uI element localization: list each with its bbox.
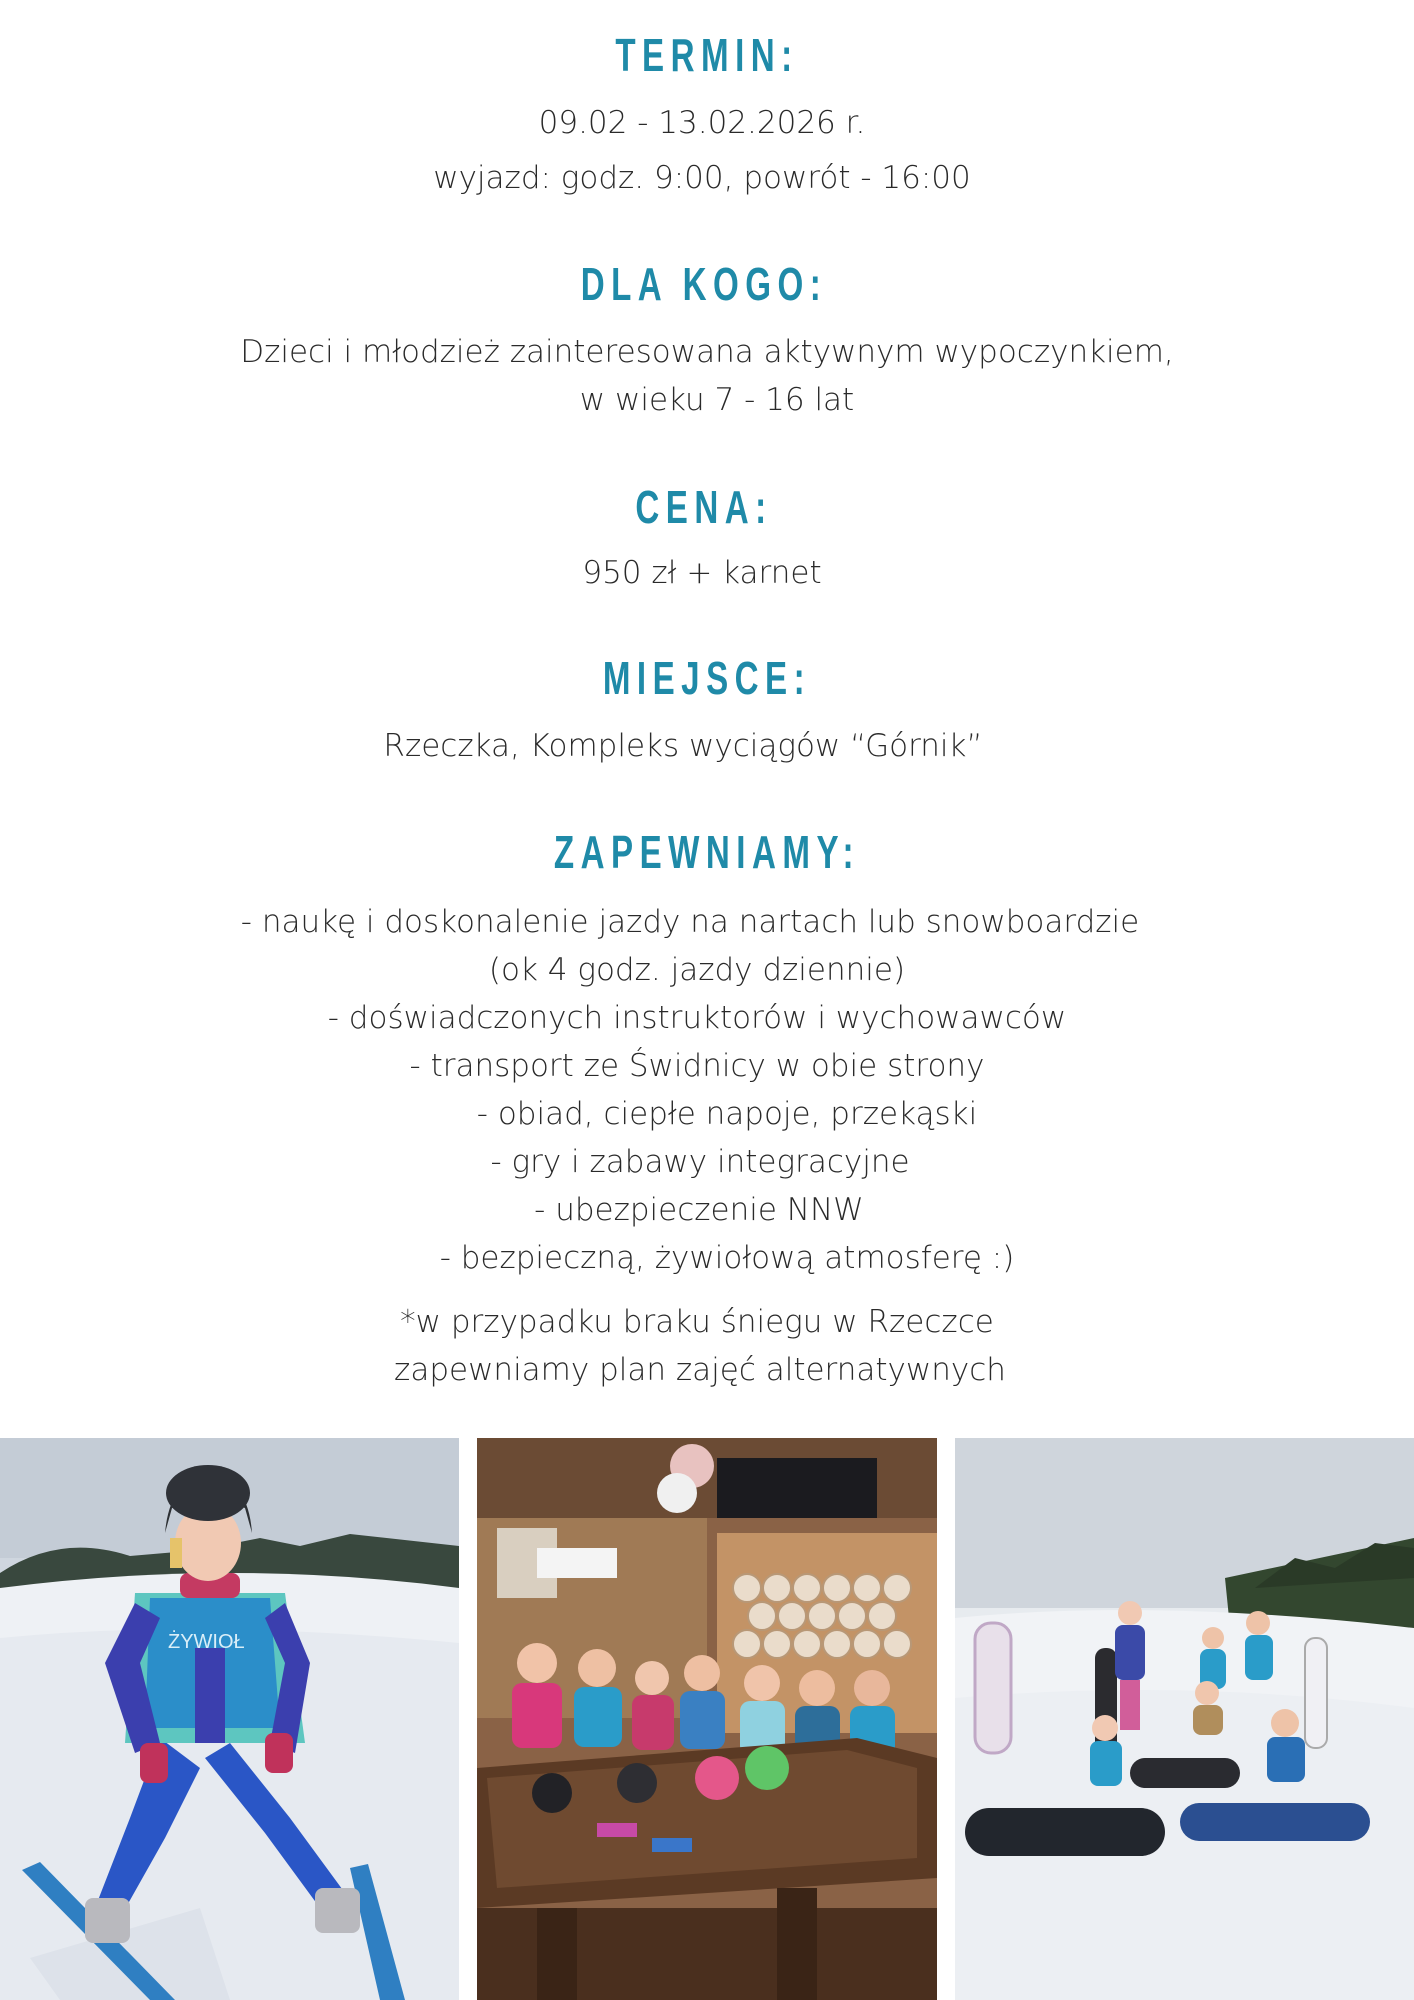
photo-strip (0, 1438, 1414, 2000)
heading-zapewniamy: ZAPEWNIAMY: (553, 826, 861, 878)
zapewniamy-item-7: - bezpieczną, żywiołową atmosferę :) (439, 1240, 1015, 1276)
note-line-2: zapewniamy plan zajęć alternatywnych (394, 1352, 1006, 1388)
photo-child-skier (0, 1438, 459, 2000)
dla-kogo-line-1: Dzieci i młodzież zainteresowana aktywnym wypoczynkiem, (240, 334, 1174, 370)
cena-value: 950 zł + karnet (582, 555, 822, 591)
photo-snowboarders (955, 1438, 1414, 2000)
note-line-1: *w przypadku braku śniegu w Rzeczce (400, 1304, 994, 1340)
dla-kogo-line-2: w wieku 7 - 16 lat (579, 382, 855, 418)
termin-times: wyjazd: godz. 9:00, powrót - 16:00 (433, 160, 971, 196)
zapewniamy-item-5: - gry i zabawy integracyjne (490, 1144, 910, 1180)
miejsce-value: Rzeczka, Kompleks wyciągów “Górnik” (383, 728, 983, 764)
heading-miejsce: MIEJSCE: (602, 652, 812, 704)
heading-dla-kogo: DLA KOGO: (580, 258, 828, 310)
skier-bib-text: ŻYWIOŁ (168, 1631, 245, 1653)
photo-child-skier-image (0, 1438, 459, 2000)
photo-group-indoors (477, 1438, 937, 2000)
zapewniamy-item-6: - ubezpieczenie NNW (534, 1192, 864, 1228)
zapewniamy-item-1: - naukę i doskonalenie jazdy na nartach lub snowboardzie (240, 904, 1140, 940)
heading-termin: TERMIN: (615, 29, 799, 81)
zapewniamy-item-4: - obiad, ciepłe napoje, przekąski (476, 1096, 978, 1132)
zapewniamy-item-1-note: (ok 4 godz. jazdy dziennie) (488, 952, 906, 988)
zapewniamy-item-2: - doświadczonych instruktorów i wychowawców (327, 1000, 1067, 1036)
zapewniamy-item-3: - transport ze Świdnicy w obie strony (409, 1048, 985, 1084)
termin-dates: 09.02 - 13.02.2026 r. (538, 105, 866, 141)
photo-snowboarders-image (955, 1438, 1414, 2000)
photo-group-indoors-image (477, 1438, 937, 2000)
heading-cena: CENA: (635, 481, 773, 533)
